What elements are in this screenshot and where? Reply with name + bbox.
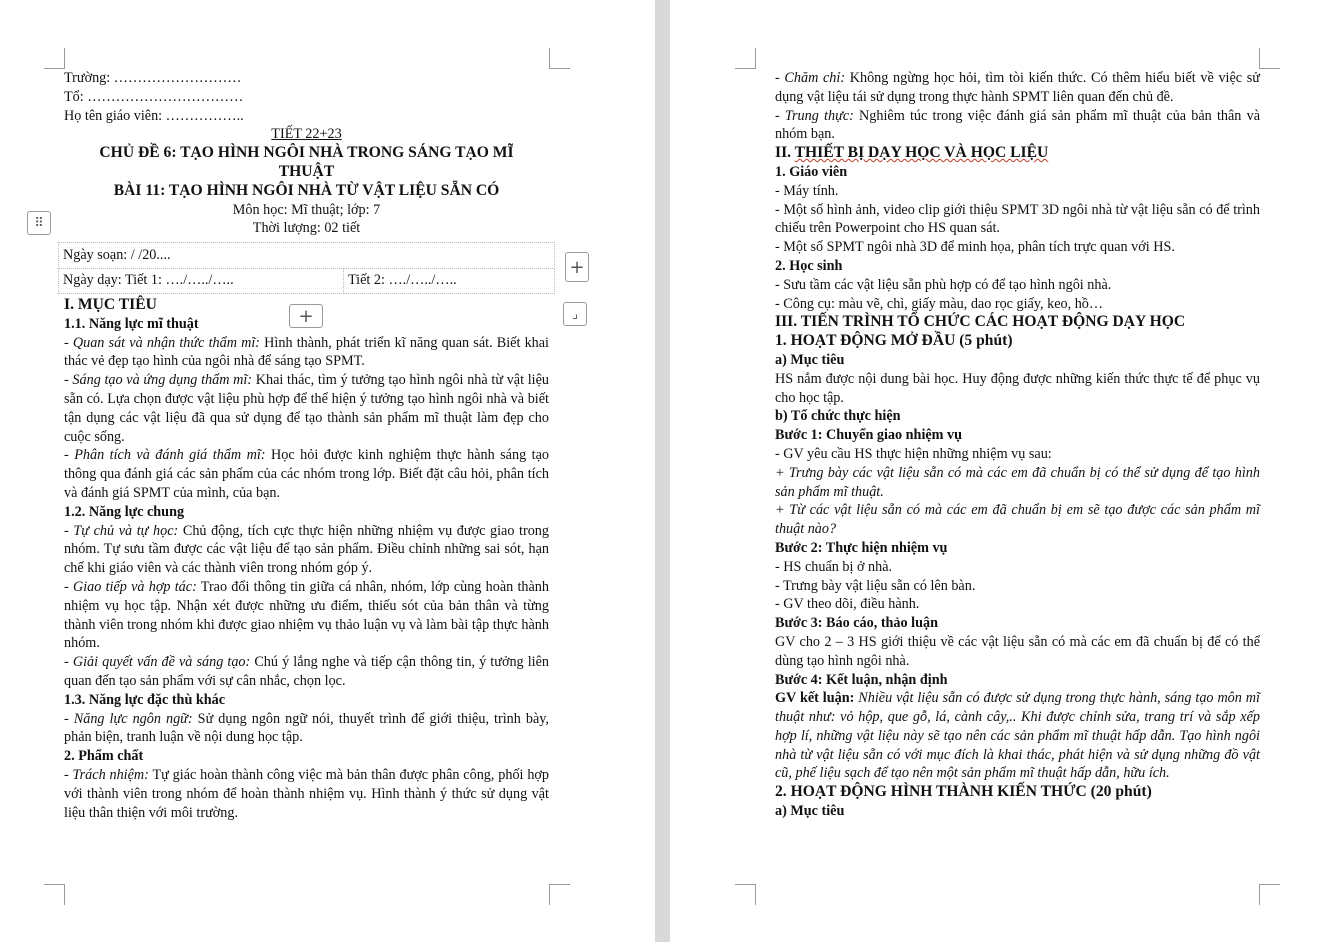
- paragraph-label: - Trung thực:: [775, 107, 854, 124]
- step-heading: Bước 2: Thực hiện nhiệm vụ: [775, 539, 948, 556]
- list-item: - Trưng bày vật liệu sẵn có lên bàn.: [775, 577, 976, 594]
- paragraph: [64, 710, 549, 748]
- paragraph-label: - Giải quyết vấn đề và sáng tạo:: [64, 654, 251, 671]
- paragraph: [64, 766, 549, 822]
- paragraph-text: Khai thác, tìm ý tưởng tạo hình ngôi nhà từ vật liệu sẵn có. Lựa chọn được vật liệu phù hợp để thể hiện ý tưởng tạo hình ngôi nhà và biết tận dụng các vật liệu đã qua sử dụng để tạo thành sản phẩm mĩ thuật làm đẹp cho cuộc sống.: [64, 372, 549, 445]
- list-item: - Sưu tầm các vật liệu sẵn phù hợp có để tạo hình ngôi nhà.: [775, 276, 1112, 293]
- paragraph-text: Tự giác hoàn thành công việc mà bản thân được phân công, phối hợp với thành viên trong nhóm để hoàn thành nhiệm vụ. Hình thành ý thức sử dụng vật liệu thân thiện với môi trường.: [64, 766, 550, 821]
- add-column-button[interactable]: +: [565, 252, 589, 282]
- heading-text: THIẾT BỊ DẠY HỌC VÀ HỌC LIỆU: [794, 144, 1049, 162]
- table-row: [59, 268, 555, 294]
- add-row-button[interactable]: +: [289, 304, 323, 328]
- list-item: + Trưng bày các vật liệu sẵn có mà các em đã chuẩn bị có thể sử dụng để tạo hình sản phẩm mĩ thuật.: [775, 464, 1260, 500]
- paragraph: [775, 107, 1260, 145]
- section-heading: I. MỤC TIÊU: [64, 296, 157, 313]
- section-heading: III. TIẾN TRÌNH TỔ CHỨC CÁC HOẠT ĐỘNG DẠY HỌC: [775, 313, 1186, 331]
- section-heading: 1.2. Năng lực chung: [64, 503, 185, 520]
- left-header: [64, 69, 549, 238]
- table-cell[interactable]: Tiết 2: …./…../…..: [344, 268, 555, 294]
- paragraph: [775, 69, 1260, 107]
- crop-mark: [1259, 48, 1280, 69]
- paragraph-label: - Phân tích và đánh giá thẩm mĩ:: [64, 447, 266, 464]
- section-heading: 1. Giáo viên: [775, 163, 848, 180]
- section-heading: 1.1. Năng lực mĩ thuật: [64, 315, 199, 332]
- section-heading: a) Mục tiêu: [775, 351, 845, 368]
- list-item: + Từ các vật liệu sẵn có mà các em đã chuẩn bị em sẽ tạo được các sản phẩm mĩ thuật nào?: [775, 502, 1260, 538]
- document-page-left: [0, 0, 655, 942]
- lesson-title: BÀI 11: TẠO HÌNH NGÔI NHÀ TỪ VẬT LIỆU SẴN CÓ: [113, 181, 500, 199]
- section-heading: 1. HOẠT ĐỘNG MỞ ĐẦU (5 phút): [775, 332, 1013, 350]
- crop-mark: [549, 48, 570, 69]
- crop-mark: [44, 48, 65, 69]
- crop-mark: [44, 884, 65, 905]
- document-page-right: [670, 0, 1341, 942]
- team-line: Tổ: ……………………………: [64, 88, 244, 105]
- table-resize-handle[interactable]: ⌟: [563, 302, 587, 326]
- section-heading: a) Mục tiêu: [775, 803, 845, 820]
- table-cell[interactable]: Ngày soạn: / /20....: [59, 243, 555, 269]
- section-heading: 2. Phẩm chất: [64, 748, 144, 765]
- paragraph: GV cho 2 – 3 HS giới thiệu về các vật liệu sẵn có mà các em đã chuẩn bị để có thể dùng tạo hình ngôi nhà.: [775, 633, 1260, 669]
- crop-mark: [1259, 884, 1280, 905]
- period-title: TIẾT 22+23: [271, 126, 342, 143]
- right-body: [775, 69, 1260, 821]
- list-item: - Một số hình ảnh, video clip giới thiệu SPMT 3D ngôi nhà từ vật liệu sẵn có để trình chiếu trên Powerpoint cho HS quan sát.: [775, 201, 1260, 237]
- paragraph: [64, 653, 549, 691]
- step-heading: Bước 3: Báo cáo, thảo luận: [775, 615, 938, 632]
- paragraph-text: Chú ý lắng nghe và tiếp cận thông tin, ý tưởng liên quan đến tạo sản phẩm với sự cân nhắc, chọn lọc.: [64, 654, 549, 689]
- table-move-handle[interactable]: ⠿: [27, 211, 51, 235]
- list-item: - GV yêu cầu HS thực hiện những nhiệm vụ sau:: [775, 445, 1052, 462]
- paragraph: [64, 446, 549, 502]
- heading-number: II.: [775, 144, 795, 162]
- schedule-table[interactable]: [58, 242, 555, 294]
- school-line: Trường: ………………………: [64, 70, 242, 86]
- duration-line: Thời lượng: 02 tiết: [252, 220, 361, 237]
- teacher-line: Họ tên giáo viên: ……………..: [64, 107, 244, 124]
- paragraph-text: Hình thành, phát triển kĩ năng quan sát. Biết khai thác vẻ đẹp tạo hình của ngôi nhà để sáng tạo SPMT.: [64, 334, 549, 370]
- subject-line: Môn học: Mĩ thuật; lớp: 7: [232, 201, 381, 218]
- paragraph-text: Chủ động, tích cực thực hiện những nhiệm vụ được giao trong nhóm. Tự sưu tầm được các vật liệu để tạo sản phẩm. Điều chỉnh những sai sót, hạn chế khi giáo viên và các thành viên trong nhóm góp ý.: [64, 522, 549, 577]
- table-row: [59, 243, 555, 269]
- paragraph-label: - Trách nhiệm:: [64, 766, 149, 783]
- list-item: - HS chuẩn bị ở nhà.: [775, 558, 893, 575]
- paragraph-text: Học hỏi được kinh nghiệm thực hành sáng tạo thông qua đánh giá các sản phẩm của các nhóm trong lớp. Biết đặt câu hỏi, phân tích và đánh giá SPMT của mình, của bạn.: [64, 447, 549, 501]
- paragraph: [64, 522, 549, 578]
- paragraph: [64, 334, 549, 372]
- paragraph: [775, 689, 1260, 783]
- list-item: - Máy tính.: [775, 182, 839, 199]
- crop-mark: [735, 48, 756, 69]
- paragraph: [64, 371, 549, 446]
- paragraph-text: Không ngừng học hỏi, tìm tòi kiến thức. Có thêm hiểu biết về việc sử dụng vật liệu tái sử dụng trong thực hành SPMT liên quan đến chủ đề.: [775, 70, 1260, 105]
- step-heading: Bước 1: Chuyển giao nhiệm vụ: [775, 427, 963, 444]
- paragraph-text: Sử dụng ngôn ngữ nói, thuyết trình để giới thiệu, trình bày, phản biện, tranh luận về nội dung học tập.: [64, 710, 549, 746]
- section-heading: [775, 144, 1260, 163]
- section-heading: 2. Học sinh: [775, 257, 843, 274]
- paragraph-label: - Tự chủ và tự học:: [64, 522, 179, 539]
- paragraph-text: Nhiều vật liệu sẵn có được sử dụng trong thực hành, sáng tạo môn mĩ thuật như: vỏ hộp, que gỗ, lá, cành cây,.. Khi được chỉnh sửa, trang trí và sắp xếp hợp lí, những vật liệu này sẽ tạo nên các sản phẩm mĩ thuật hấp dẫn. Tạo hình ngôi nhà từ vật liệu sẵn có với mục đích là khai thác, phát hiện và sử dụng những đồ vật cũ, phế liệu sạch để tạo nên một sản phẩm mĩ thuật hấp dẫn, hữu ích.: [775, 690, 1260, 782]
- paragraph-label: - Năng lực ngôn ngữ:: [64, 710, 193, 727]
- paragraph-label: - Giao tiếp và hợp tác:: [64, 578, 197, 595]
- step-heading: Bước 4: Kết luận, nhận định: [775, 671, 948, 688]
- crop-mark: [735, 884, 756, 905]
- list-item: - GV theo dõi, điều hành.: [775, 596, 920, 613]
- paragraph-label: - Quan sát và nhận thức thẩm mĩ:: [64, 334, 261, 351]
- page-gutter: [655, 0, 670, 942]
- table-cell[interactable]: Ngày dạy: Tiết 1: …./…../…..: [59, 268, 344, 294]
- paragraph-text: Trao đổi thông tin giữa cá nhân, nhóm, lớp cùng hoàn thành nhiệm vụ học tập. Nhận xét được những ưu điểm, thiếu sót của bản thân và từng thành viên trong nhóm khi được giao nhiệm vụ thảo luận vụ và làm bài tập thực hành nhóm.: [64, 578, 549, 652]
- section-heading: 2. HOẠT ĐỘNG HÌNH THÀNH KIẾN THỨC (20 phút): [775, 783, 1152, 801]
- list-item: - Một số SPMT ngôi nhà 3D để minh họa, phân tích trực quan với HS.: [775, 239, 1175, 256]
- paragraph-label: GV kết luận:: [775, 690, 855, 707]
- left-body: [64, 296, 549, 822]
- paragraph: HS nắm được nội dung bài học. Huy động được những kiến thức thực tế để phục vụ cho học tập.: [775, 370, 1260, 406]
- crop-mark: [549, 884, 570, 905]
- list-item: - Công cụ: màu vẽ, chì, giấy màu, dao rọc giấy, keo, hồ…: [775, 295, 1104, 312]
- paragraph-label: - Chăm chỉ:: [775, 70, 846, 86]
- paragraph-text: Nghiêm túc trong việc đánh giá sản phẩm mĩ thuật của bản thân và nhóm bạn.: [775, 107, 1260, 143]
- section-heading: b) Tổ chức thực hiện: [775, 408, 901, 425]
- paragraph-label: - Sáng tạo và ứng dụng thẩm mĩ:: [64, 372, 253, 389]
- topic-title: CHỦ ĐỀ 6: TẠO HÌNH NGÔI NHÀ TRONG SÁNG TẠO MĨ THUẬT: [99, 144, 514, 180]
- section-heading: 1.3. Năng lực đặc thù khác: [64, 691, 226, 708]
- paragraph: [64, 578, 549, 653]
